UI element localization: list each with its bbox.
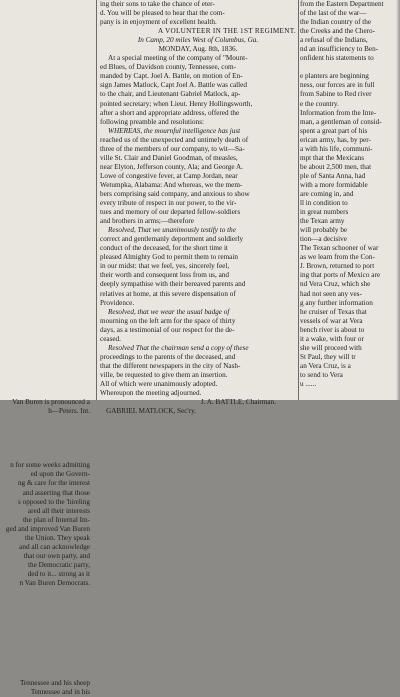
text-line (0, 72, 92, 81)
secretary-signature: GABRIEL MATLOCK, Sec'ry. (106, 407, 196, 416)
meeting-intro (100, 54, 296, 126)
text-line (0, 344, 92, 353)
text-line: All of which were unanimously adopted. (100, 379, 218, 388)
text-line (0, 624, 92, 633)
text-line: Tennessee and in his (30, 687, 90, 696)
text-line (0, 326, 92, 335)
text-line (0, 452, 92, 461)
text-line: and all can acknowledge (19, 542, 90, 551)
text-line: e the country. (300, 99, 339, 108)
text-line: manded by Capt. Joel A. Battle, on motion of En- (100, 72, 243, 81)
text-line (0, 181, 92, 190)
text-line (0, 253, 92, 262)
text-line: their worth and consequent loss from us, and (100, 271, 229, 280)
text-line: Wetumpka, Alabama: And whereas, we the mem- (100, 180, 243, 189)
text-line: g any further information (300, 298, 373, 307)
text-line: that the different newspapers in the city of Nash- (100, 361, 241, 370)
text-line (0, 145, 92, 154)
text-line: in great numbers (300, 208, 349, 217)
text-line: ared all their interests (27, 506, 90, 515)
text-line (0, 308, 92, 317)
text-line: three of the members of our company, to wit—Sa- (100, 144, 245, 153)
text-line: had not seen any ves- (300, 289, 362, 298)
text-line: ed upon the Govern- (30, 470, 90, 479)
text-line: with a more formidable (300, 180, 368, 189)
text-line: it a wake, with four or (300, 334, 364, 343)
text-line: ng & care for the interest (17, 479, 90, 488)
text-line (0, 642, 92, 651)
text-line (0, 651, 92, 660)
resolution-1 (100, 226, 296, 307)
text-line (0, 669, 92, 678)
text-line: to the chair, and Lieutenant Gabriel Matlock, ap- (100, 90, 241, 99)
text-line: ville, be requested to give them an insertion. (100, 370, 228, 379)
text-line: ll in condition to (300, 199, 348, 208)
text-line (0, 90, 92, 99)
text-line: pleased Almighty God to permit them to remain (100, 253, 238, 262)
text-line: in our midst: that we feel, yes, sincerely feel, (100, 262, 230, 271)
text-line: correct and gentlemanly deportment and soldierly (100, 235, 244, 244)
text-line: pointed secretary; when Lieut. Henry Hollingsworth, (100, 99, 253, 108)
text-line: a with his life, communi- (300, 144, 373, 153)
text-line: Whereupon the meeting adjourned. (100, 389, 202, 398)
text-line (0, 136, 92, 145)
text-line: reached us of the unexpected and untimely death of (100, 135, 249, 144)
text-line (0, 36, 92, 45)
text-line: of the last of the war— (300, 9, 367, 18)
text-line: tues and memory of our departed fellow-soldiers (100, 208, 241, 217)
text-line: sign James Matlock, Capt Joel A. Battle was called (100, 81, 247, 90)
text-line (0, 434, 92, 443)
text-line: ville St. Clair and Daniel Goodman, of measles, (100, 153, 238, 162)
volunteer-signature: A VOLUNTEER IN THE 1ST REGIMENT. (157, 27, 296, 36)
text-line: bench river is about to (300, 325, 365, 334)
text-line (0, 127, 92, 136)
text-line: Providence. (100, 298, 135, 307)
text-line: will probably be (300, 226, 348, 235)
text-line: ed Blues, of Davidson county, Tennessee, com- (100, 63, 237, 72)
text-line: nd an insufficiency to Ben- (300, 45, 379, 54)
text-line: J. Brown, returned to port (300, 262, 375, 271)
text-line: that our own party, and (23, 551, 90, 560)
text-line: nd Vera Cruz, which she (300, 280, 371, 289)
text-line (0, 0, 92, 9)
text-line: after a short and appropriate address, offered the (100, 108, 240, 117)
text-line: from the Eastern Department (300, 0, 384, 8)
text-line: deeply sympathise with their bereaved parents and (100, 280, 246, 289)
text-line: she will proceed with (300, 343, 362, 352)
text-line: Information from the Inte- (300, 108, 377, 117)
text-line (0, 262, 92, 271)
text-line (0, 244, 92, 253)
text-line: mpt that the Mexicans (300, 153, 365, 162)
text-line: man, a gentleman of consid- (300, 117, 382, 126)
text-line (0, 226, 92, 235)
text-line (0, 45, 92, 54)
text-line (0, 633, 92, 642)
text-line: Resolved, That we unanimously testify to the (108, 226, 236, 235)
text-line (0, 190, 92, 199)
text-line (0, 81, 92, 90)
text-line: as we learn from the Con- (300, 253, 375, 262)
dateline-date: MONDAY, Aug. 8th, 1836. (158, 45, 238, 54)
text-line: ceased. (100, 334, 121, 343)
right-column (300, 0, 398, 389)
left-column (0, 0, 92, 697)
text-line: the Creeks and the Chero- (300, 27, 376, 36)
text-line: pany is in enjoyment of excellent health. (100, 18, 217, 27)
text-line (0, 217, 92, 226)
text-line (0, 660, 92, 669)
text-line: days, as a testimonial of our respect for the de- (100, 325, 235, 334)
text-line: Van Buren is pronounced a (12, 398, 90, 407)
text-line: every tribute of respect in our power, to the vir- (100, 199, 237, 208)
text-line (0, 54, 92, 63)
text-line: ple of Santa Anna, had (300, 171, 366, 180)
column-rule-left (96, 0, 97, 400)
text-line (0, 606, 92, 615)
text-line: conduct of the deceased, for the short time it (100, 244, 228, 253)
column-rule-right (298, 0, 299, 400)
text-line (0, 597, 92, 606)
text-line (0, 172, 92, 181)
text-line (0, 389, 92, 398)
text-line: and brothers in arms;—therefore (100, 217, 195, 226)
text-line: the Union. They speak (25, 533, 90, 542)
text-line (0, 615, 92, 624)
text-line: The Texan schooner of war (300, 244, 379, 253)
text-line: e planters are beginning (300, 72, 369, 81)
resolution-2 (100, 308, 296, 344)
text-line: tion—a decisive (300, 235, 347, 244)
text-line: Resolved That the chairman send a copy of these (108, 343, 249, 352)
text-line: WHEREAS, the mournful intelligence has just (108, 126, 241, 135)
text-line (0, 154, 92, 163)
text-line: n for some weeks admitting (10, 461, 90, 470)
text-line: following preamble and resolutions: (100, 117, 204, 126)
text-line (0, 235, 92, 244)
text-line: St Paul, they will tr (300, 352, 356, 361)
text-line (0, 416, 92, 425)
text-line: spent a great part of his (300, 126, 368, 135)
text-line: to send to Vera (300, 370, 343, 379)
text-line (0, 9, 92, 18)
text-line: n Van Buren Democrats. (19, 579, 90, 587)
text-line (0, 317, 92, 326)
resolution-3 (100, 344, 296, 398)
text-line (0, 118, 92, 127)
text-line (0, 425, 92, 434)
text-line: Tennessee and his sheep (20, 678, 90, 687)
text-line (0, 588, 92, 597)
main-column (100, 0, 296, 416)
text-line: vessels of war at Vera (300, 316, 363, 325)
text-line: u ...... (300, 379, 317, 388)
text-line (0, 271, 92, 280)
text-line: Resolved, that we wear the usual badge of (108, 307, 230, 316)
text-line (0, 18, 92, 27)
text-line: and asserting that those (22, 488, 90, 497)
text-line: a refusal of the Indians, (300, 36, 368, 45)
text-line: erican army, has, by per- (300, 135, 371, 144)
dateline-camp: In Camp, 20 miles West of Columbus, Ga. (137, 36, 259, 45)
text-line: d. You will be pleased to hear that the com- (100, 9, 225, 18)
text-line: ing their sons to take the chance of eter- (100, 0, 215, 8)
text-line: the plan of Internal Im- (22, 515, 90, 524)
text-line: he cruiser of Texas that (300, 307, 367, 316)
text-line (0, 290, 92, 299)
text-line: the Democratic party, (28, 560, 90, 569)
text-line: s opposed to the 'hireling (18, 497, 90, 506)
text-line (300, 63, 398, 72)
text-line (0, 335, 92, 344)
text-line (0, 109, 92, 118)
text-line: h—Peters. Int. (48, 407, 90, 416)
text-line: ded to it... strong as it (27, 569, 90, 578)
text-line: the Indian country of the (300, 18, 372, 27)
text-line: bers comprising said company, and anxious to show (100, 189, 250, 198)
text-line (0, 100, 92, 109)
text-line: the Texan army (300, 217, 345, 226)
text-line: relatives at home, at this severe dispensation of (100, 289, 236, 298)
chairman-signature: J. A. BATTLE, Chairman. (200, 398, 276, 407)
text-line (0, 443, 92, 452)
page-edge-shadow (396, 0, 400, 400)
text-line (0, 371, 92, 380)
text-line: are coming in, and (300, 189, 354, 198)
text-line: be about 2,500 men, that (300, 162, 372, 171)
text-line (0, 380, 92, 389)
text-line: At a special meeting of the company of "Mount- (108, 54, 248, 63)
text-line (0, 27, 92, 36)
text-line: ing that ports of Mexico are (300, 271, 381, 280)
text-line (0, 353, 92, 362)
text-line: mourning on the left arm for the space of thirty (100, 316, 236, 325)
text-line (0, 208, 92, 217)
text-line (0, 280, 92, 289)
text-line (0, 163, 92, 172)
text-line: near Elyton, Jefferson county, Ala; and George A. (100, 162, 243, 171)
whereas-preamble (100, 127, 296, 227)
text-line (0, 199, 92, 208)
text-line (0, 63, 92, 72)
text-line: onfident his statements to (300, 54, 374, 63)
text-line: from Sabine to Red river (300, 90, 372, 99)
text-line (0, 362, 92, 371)
text-line: ged and improved Van Buren (5, 524, 90, 533)
text-line: proceedings to the parents of the deceased, and (100, 352, 236, 361)
text-line: an Vera Cruz, is a (300, 361, 351, 370)
text-line: ness, our forces are in full (300, 81, 375, 90)
text-line: Lowe of congestive fever, at Camp Jordan, near (100, 171, 238, 180)
text-line (0, 299, 92, 308)
